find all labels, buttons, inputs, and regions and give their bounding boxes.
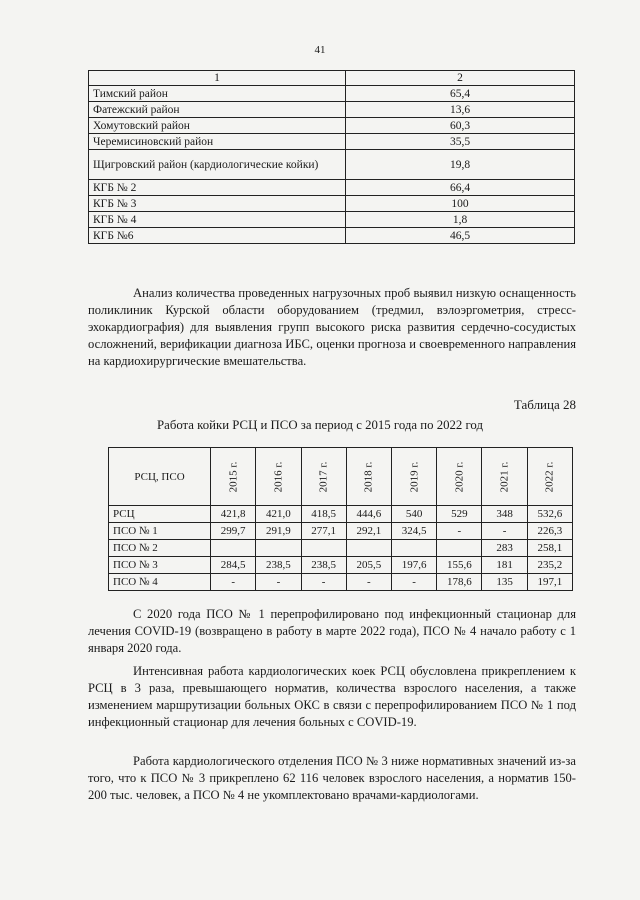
table-cell: 181 xyxy=(482,557,527,574)
table-cell xyxy=(346,540,391,557)
row-name: Тимский район xyxy=(89,86,346,102)
table-cell: - xyxy=(256,574,301,591)
bed-performance-table xyxy=(108,447,573,591)
table-row xyxy=(109,523,573,540)
row-value: 1,8 xyxy=(346,212,575,228)
table-cell: 292,1 xyxy=(346,523,391,540)
table-row xyxy=(109,557,573,574)
table-row xyxy=(89,228,575,244)
table-cell: 155,6 xyxy=(437,557,482,574)
table-row xyxy=(109,506,573,523)
table-caption: Таблица 28 xyxy=(513,397,576,412)
row-name: РСЦ xyxy=(109,506,211,523)
table-cell: 421,0 xyxy=(256,506,301,523)
table-row xyxy=(89,134,575,150)
row-value: 46,5 xyxy=(346,228,575,244)
table-header-row xyxy=(109,448,573,506)
year-label: 2017 г. xyxy=(317,461,330,492)
table-row xyxy=(89,150,575,180)
table-cell: 421,8 xyxy=(211,506,256,523)
table-cell: - xyxy=(211,574,256,591)
year-label: 2020 г. xyxy=(453,461,466,492)
year-label: 2018 г. xyxy=(362,461,375,492)
table-cell: - xyxy=(482,523,527,540)
table-cell: 348 xyxy=(482,506,527,523)
row-name: КГБ № 2 xyxy=(89,180,346,196)
table-cell: 258,1 xyxy=(527,540,572,557)
year-label: 2022 г. xyxy=(543,461,556,492)
row-name: ПСО № 4 xyxy=(109,574,211,591)
row-name: ПСО № 1 xyxy=(109,523,211,540)
row-value: 65,4 xyxy=(346,86,575,102)
year-header xyxy=(527,448,572,506)
table-cell: 291,9 xyxy=(256,523,301,540)
table-cell: 235,2 xyxy=(527,557,572,574)
row-value: 66,4 xyxy=(346,180,575,196)
table-row xyxy=(89,118,575,134)
table-cell: - xyxy=(301,574,346,591)
table-cell: 324,5 xyxy=(391,523,436,540)
table-cell: 238,5 xyxy=(301,557,346,574)
year-header xyxy=(211,448,256,506)
year-header xyxy=(482,448,527,506)
table-row xyxy=(89,212,575,228)
table-cell xyxy=(437,540,482,557)
table-cell: - xyxy=(391,574,436,591)
table-cell: 197,6 xyxy=(391,557,436,574)
table-cell: 205,5 xyxy=(346,557,391,574)
year-header xyxy=(346,448,391,506)
row-value: 19,8 xyxy=(346,150,575,180)
table-cell: 197,1 xyxy=(527,574,572,591)
table-cell: 238,5 xyxy=(256,557,301,574)
table-cell: 283 xyxy=(482,540,527,557)
column-header: 2 xyxy=(346,71,575,86)
table-header-row xyxy=(89,71,575,86)
row-name: КГБ № 4 xyxy=(89,212,346,228)
table-cell: 277,1 xyxy=(301,523,346,540)
column-header: 1 xyxy=(89,71,346,86)
table-cell: 529 xyxy=(437,506,482,523)
row-name: Хомутовский район xyxy=(89,118,346,134)
year-header xyxy=(256,448,301,506)
row-name: Черемисиновский район xyxy=(89,134,346,150)
table-cell xyxy=(256,540,301,557)
table-cell: 284,5 xyxy=(211,557,256,574)
year-label: 2016 г. xyxy=(272,461,285,492)
table-cell: 299,7 xyxy=(211,523,256,540)
year-label: 2019 г. xyxy=(408,461,421,492)
table-cell: 135 xyxy=(482,574,527,591)
year-header xyxy=(437,448,482,506)
row-name: Фатежский район xyxy=(89,102,346,118)
page-number: 41 xyxy=(314,44,326,56)
table-cell: - xyxy=(437,523,482,540)
table-row xyxy=(89,180,575,196)
table-cell: 226,3 xyxy=(527,523,572,540)
row-name: КГБ №6 xyxy=(89,228,346,244)
analysis-paragraph: Анализ количества проведенных нагрузочных проб выявил низкую оснащенность поликлиник Курской области оборудованием (тредмил, вэлоэргометрия, стресс-эхокардиография) для выявления групп высокого риска развития сердечно-сосудистых осложнений, верификации диагноза ИБС, оценки прогноза и своевременного направления на кардиохирургические вмешательства. xyxy=(88,286,576,368)
table-cell: 178,6 xyxy=(437,574,482,591)
table-row xyxy=(89,102,575,118)
table-cell: - xyxy=(346,574,391,591)
table-cell: 444,6 xyxy=(346,506,391,523)
row-name: ПСО № 3 xyxy=(109,557,211,574)
table-row xyxy=(89,86,575,102)
rsc-workload-paragraph: Интенсивная работа кардиологических коек РСЦ обусловлена прикреплением к РСЦ в 3 раза, превышающего норматив, количества взрослого населения, а также изменением маршрутизации больных ОКС в связи с перепрофилированием ПСО № 1 под инфекционный стационар для лечения больных с COVID-19. xyxy=(88,664,576,729)
table-row xyxy=(89,196,575,212)
row-value: 35,5 xyxy=(346,134,575,150)
table-cell xyxy=(391,540,436,557)
table-cell: 418,5 xyxy=(301,506,346,523)
table-cell xyxy=(301,540,346,557)
district-values-table xyxy=(88,70,575,244)
table-cell xyxy=(211,540,256,557)
table-cell: 540 xyxy=(391,506,436,523)
year-header xyxy=(301,448,346,506)
covid-reprofiling-paragraph: С 2020 года ПСО № 1 перепрофилировано под инфекционный стационар для лечения COVID-19 (возвращено в работу в марте 2022 года), ПСО № 4 начало работу с 1 января 2020 года. xyxy=(88,607,576,655)
row-value: 13,6 xyxy=(346,102,575,118)
table-row xyxy=(109,540,573,557)
table-cell: 532,6 xyxy=(527,506,572,523)
year-label: 2021 г. xyxy=(498,461,511,492)
pso3-paragraph: Работа кардиологического отделения ПСО № 3 ниже нормативных значений из-за того, что к ПСО № 3 прикреплено 62 116 человек взрослого населения, а норматив 150-200 тыс. человек, а ПСО № 4 не укомплектовано врачами-кардиологами. xyxy=(88,754,576,802)
table-row xyxy=(109,574,573,591)
row-name: КГБ № 3 xyxy=(89,196,346,212)
row-value: 60,3 xyxy=(346,118,575,134)
year-header xyxy=(391,448,436,506)
year-label: 2015 г. xyxy=(227,461,240,492)
row-name: Щигровский район (кардиологические койки) xyxy=(89,150,346,180)
row-value: 100 xyxy=(346,196,575,212)
row-header: РСЦ, ПСО xyxy=(109,448,211,506)
row-name: ПСО № 2 xyxy=(109,540,211,557)
table-title: Работа койки РСЦ и ПСО за период с 2015 года по 2022 год xyxy=(157,418,483,432)
